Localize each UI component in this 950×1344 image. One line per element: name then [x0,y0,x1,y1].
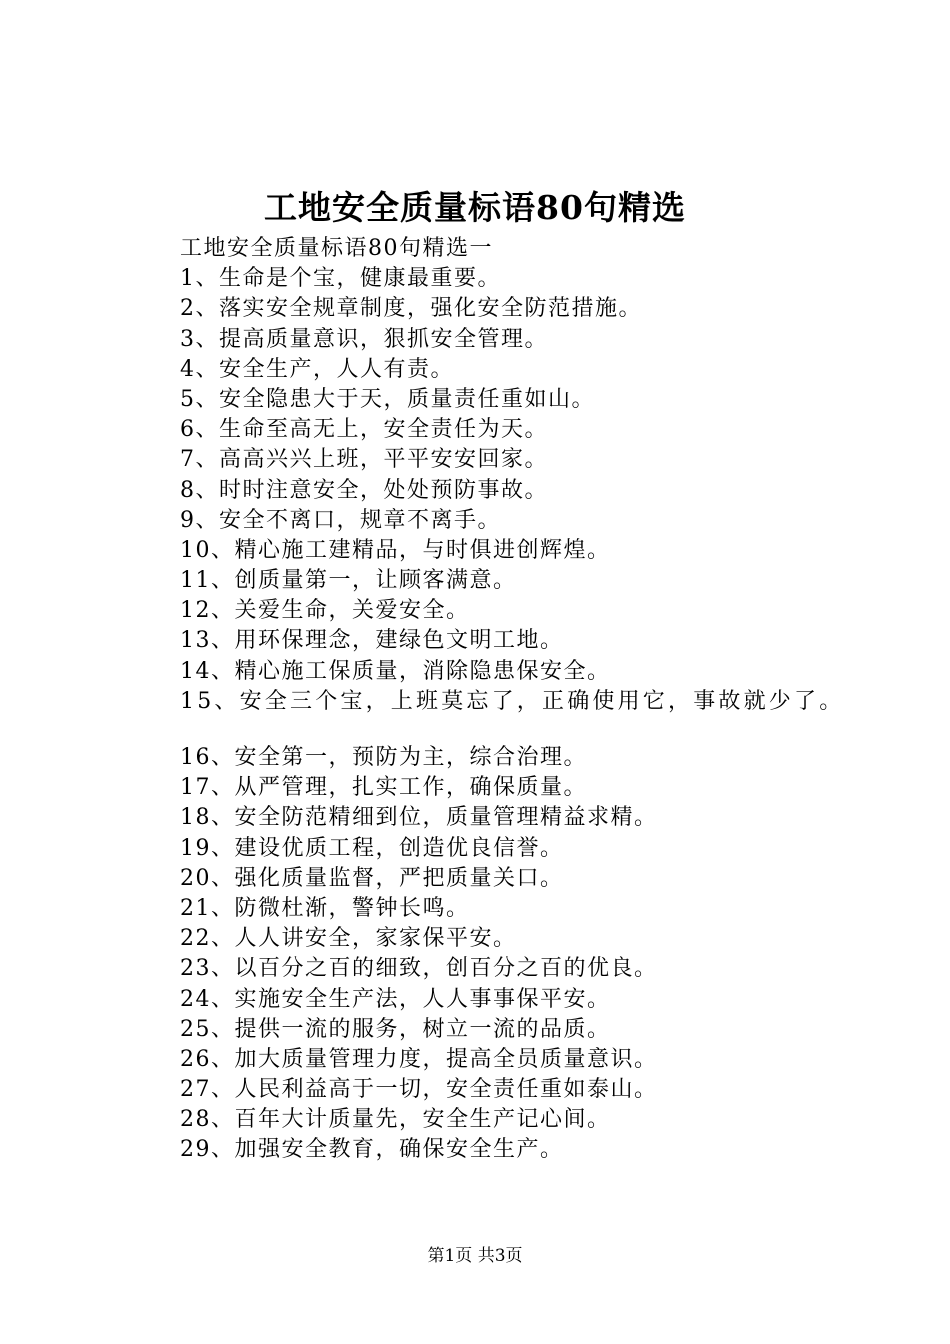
slogan-item: 17、从严管理，扎实工作，确保质量。 [180,775,587,801]
slogan-item: 28、百年大计质量先，安全生产记心间。 [180,1107,611,1133]
slogan-item: 21、防微杜渐，警钟长鸣。 [180,895,470,921]
slogan-item: 25、提供一流的服务，树立一流的品质。 [180,1016,611,1042]
document-title: 工地安全质量标语80句精选 [264,188,686,227]
document-body [180,234,940,1166]
page-footer: 第1页 共3页 [427,1246,523,1266]
slogan-item: 9、安全不离口，规章不离手。 [180,507,501,533]
slogan-item: 26、加大质量管理力度，提高全员质量意识。 [180,1046,658,1072]
slogan-item: 11、创质量第一，让顾客满意。 [180,568,517,594]
slogan-item: 13、用环保理念，建绿色文明工地。 [180,628,564,654]
slogan-item: 3、提高质量意识，狠抓安全管理。 [180,326,548,352]
slogan-list [180,264,940,1165]
slogan-item: 1、生命是个宝，健康最重要。 [180,266,501,292]
slogan-item: 5、安全隐患大于天，质量责任重如山。 [180,386,595,412]
slogan-item: 15、安全三个宝，上班莫忘了，正确使用它，事故就少了。 [180,688,845,714]
slogan-item: 6、生命至高无上，安全责任为天。 [180,417,548,443]
slogan-item: 19、建设优质工程，创造优良信誉。 [180,835,564,861]
slogan-item: 12、关爱生命，关爱安全。 [180,598,470,624]
slogan-item: 14、精心施工保质量，消除隐患保安全。 [180,658,611,684]
slogan-item: 8、时时注意安全，处处预防事故。 [180,477,548,503]
slogan-item: 22、人人讲安全，家家保平安。 [180,926,517,952]
slogan-item: 4、安全生产，人人有责。 [180,356,454,382]
slogan-item: 16、安全第一，预防为主，综合治理。 [180,745,587,770]
slogan-item: 29、加强安全教育，确保安全生产。 [180,1137,564,1163]
slogan-item: 20、强化质量监督，严把质量关口。 [180,865,564,891]
slogan-item: 2、落实安全规章制度，强化安全防范措施。 [180,296,642,322]
slogan-item: 23、以百分之百的细致，创百分之百的优良。 [180,956,658,982]
slogan-item: 18、安全防范精细到位，质量管理精益求精。 [180,805,658,831]
slogan-item: 27、人民利益高于一切，安全责任重如泰山。 [180,1077,658,1103]
slogan-item: 7、高高兴兴上班，平平安安回家。 [180,447,548,473]
section-subtitle: 工地安全质量标语80句精选一 [180,236,493,261]
slogan-item: 24、实施安全生产法，人人事事保平安。 [180,986,611,1012]
slogan-item: 10、精心施工建精品，与时俱进创辉煌。 [180,537,611,563]
